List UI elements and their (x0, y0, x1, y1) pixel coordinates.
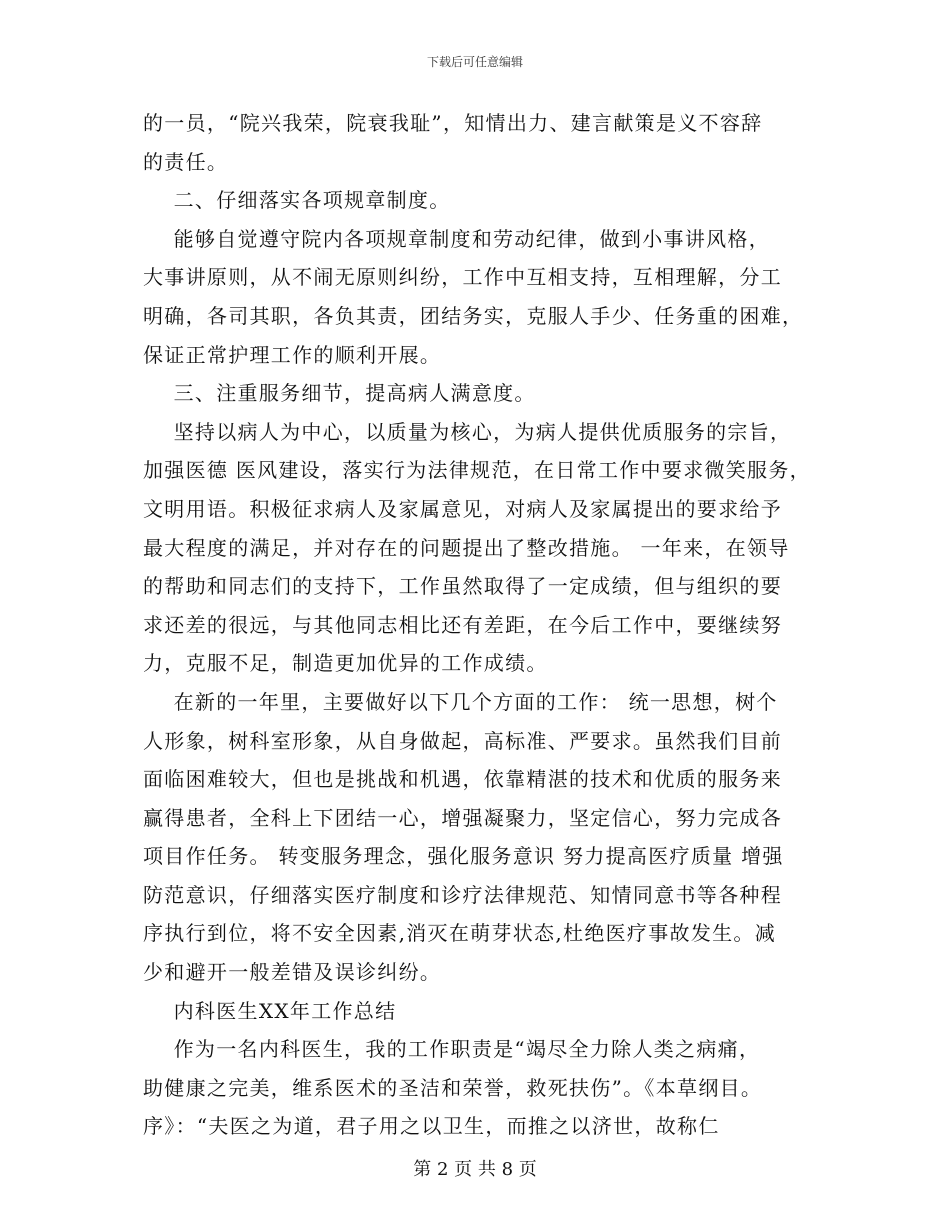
text-line: 保证正常护理工作的顺利开展。 (143, 342, 442, 367)
text-line: 序》：“夫医之为道，君子用之以卫生，而推之以济世，故称仁 (143, 1114, 720, 1139)
text-line: 人形象，树科室形象，从自身做起，高标准、严要求。虽然我们目前 (143, 728, 782, 753)
text-line: 明确，各司其职，各负其责，团结务实，克服人手少、任务重的困难， (143, 303, 804, 328)
text-line: 力，克服不足，制造更加优异的工作成绩。 (143, 651, 548, 676)
text-line: 防范意识，仔细落实医疗制度和诊疗法律规范、知情同意书等各种程 (143, 882, 782, 907)
text-line: 少和避开一般差错及误诊纠纷。 (143, 960, 442, 985)
text-line: 的一员，“院兴我荣，院衰我耻”，知情出力、建言献策是义不容辞 (143, 111, 763, 135)
document-title: 内科医生XX年工作总结 (143, 998, 397, 1023)
text-line: 能够自觉遵守院内各项规章制度和劳动纪律，做到小事讲风格， (143, 226, 771, 251)
text-line: 助健康之完美，维系医术的圣洁和荣誉，救死扶伤”。《本草纲目。 (143, 1075, 763, 1100)
text-line: 面临困难较大，但也是挑战和机遇，依靠精湛的技术和优质的服务来 (143, 767, 782, 792)
text-line: 大事讲原则，从不闹无原则纠纷，工作中互相支持，互相理解，分工 (143, 265, 782, 290)
text-line: 求还差的很远，与其他同志相比还有差距，在今后工作中，要继续努 (143, 612, 782, 637)
text-line: 文明用语。积极征求病人及家属意见，对病人及家属提出的要求给予 (143, 496, 782, 521)
section-heading: 三、注重服务细节，提高病人满意度。 (143, 381, 536, 406)
document-body (143, 104, 813, 1146)
page-footer: 第 2 页 共 8 页 (413, 1159, 537, 1180)
text-line: 的帮助和同志们的支持下，工作虽然取得了一定成绩，但与组织的要 (143, 574, 782, 599)
section-heading: 二、仔细落实各项规章制度。 (143, 188, 451, 213)
text-line: 坚持以病人为中心，以质量为核心，为病人提供优质服务的宗旨， (143, 419, 792, 444)
text-line: 最大程度的满足，并对存在的问题提出了整改措施。 一年来，在领导 (143, 535, 790, 560)
page-header: 下载后可任意编辑 (426, 55, 523, 69)
text-line: 作为一名内科医生，我的工作职责是“竭尽全力除人类之病痛， (143, 1037, 761, 1062)
text-line: 在新的一年里，主要做好以下几个方面的工作： 统一思想，树个 (143, 689, 778, 714)
text-line: 加强医德 医风建设，落实行为法律规范，在日常工作中要求微笑服务， (143, 458, 811, 483)
text-line: 的责任。 (143, 149, 229, 174)
text-line: 项目作任务。 转变服务理念，强化服务意识 努力提高医疗质量 增强 (143, 844, 784, 869)
text-line: 序执行到位，将不安全因素,消灭在萌芽状态,杜绝医疗事故发生。减 (143, 921, 777, 946)
text-line: 赢得患者，全科上下团结一心，增强凝聚力，坚定信心，努力完成各 (143, 805, 782, 830)
